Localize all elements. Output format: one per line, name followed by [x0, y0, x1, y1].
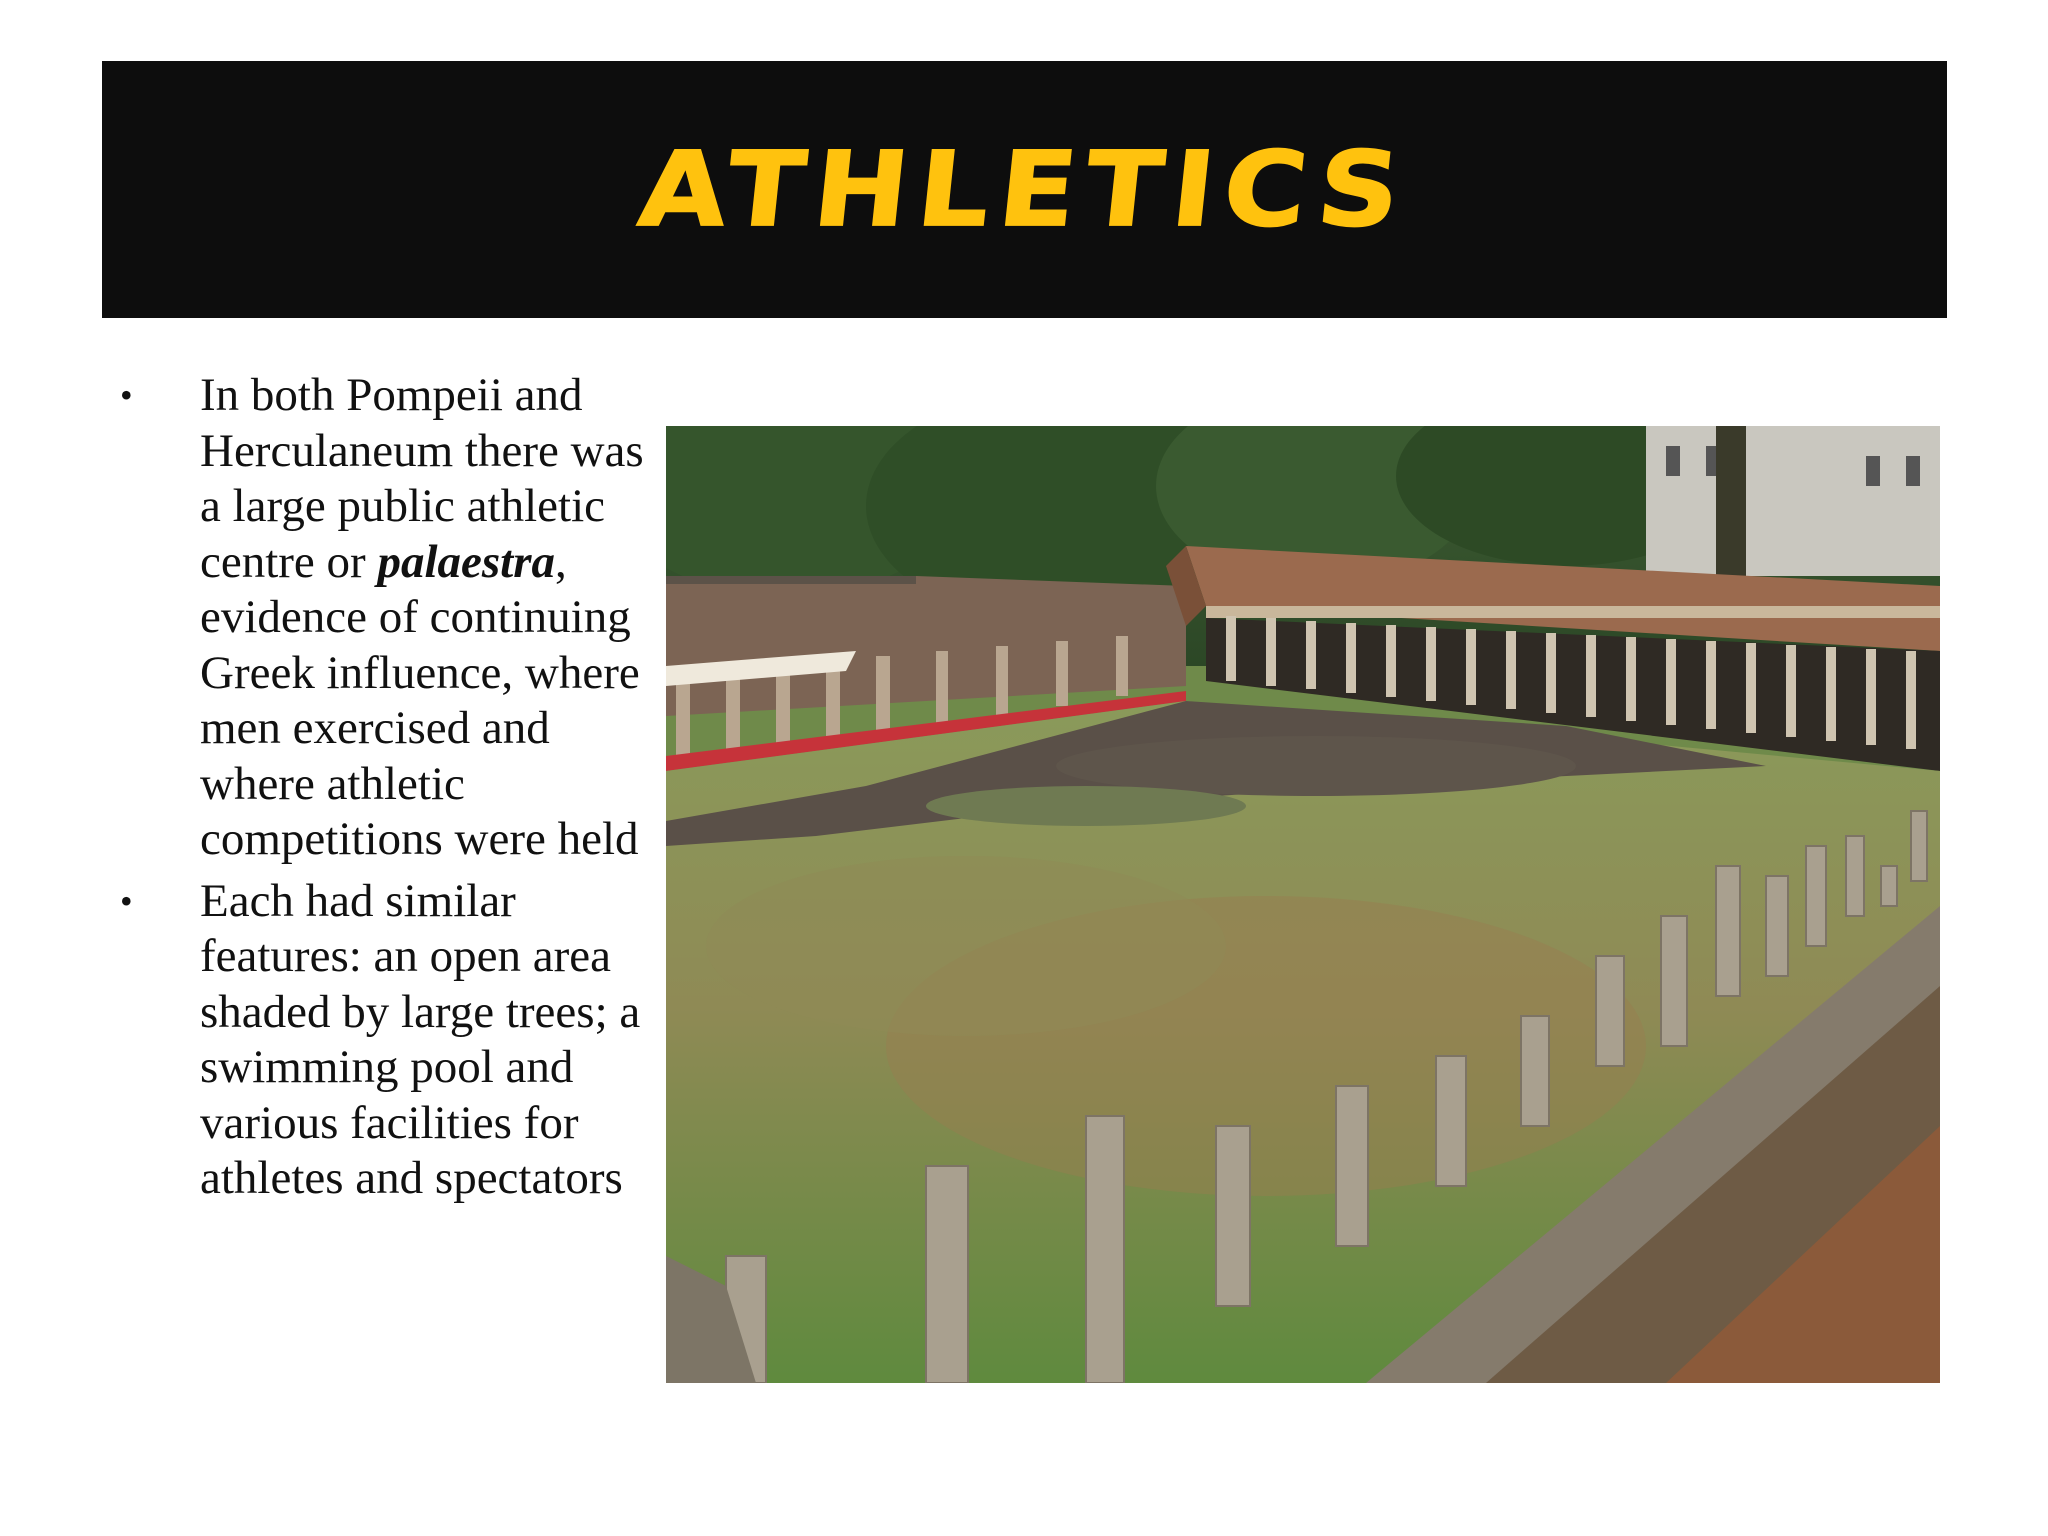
- bullet-item: [112, 874, 652, 1207]
- bullet-item: [112, 368, 652, 868]
- bullet-text-post: , evidence of continuing Greek influence, where men exercised and where athletic competitions were held: [200, 535, 640, 865]
- title-bar: [102, 61, 1947, 318]
- bullet-text-pre: In both Pompeii and Herculaneum there was a large public athletic centre or: [200, 369, 644, 588]
- bullet-icon: •: [120, 375, 133, 415]
- bullet-text-pre: Each had similar features: an open area shaded by large trees; a swimming pool and various facilities for athletes and spectators: [200, 874, 641, 1204]
- palaestra-photo: [666, 426, 1940, 1383]
- slide-title: ATHLETICS: [633, 129, 1416, 250]
- bullet-text-emphasis: palaestra: [377, 535, 556, 588]
- bullet-list: [112, 368, 652, 1213]
- bullet-icon: •: [120, 880, 133, 921]
- palaestra-photo-illustration: [666, 426, 1940, 1383]
